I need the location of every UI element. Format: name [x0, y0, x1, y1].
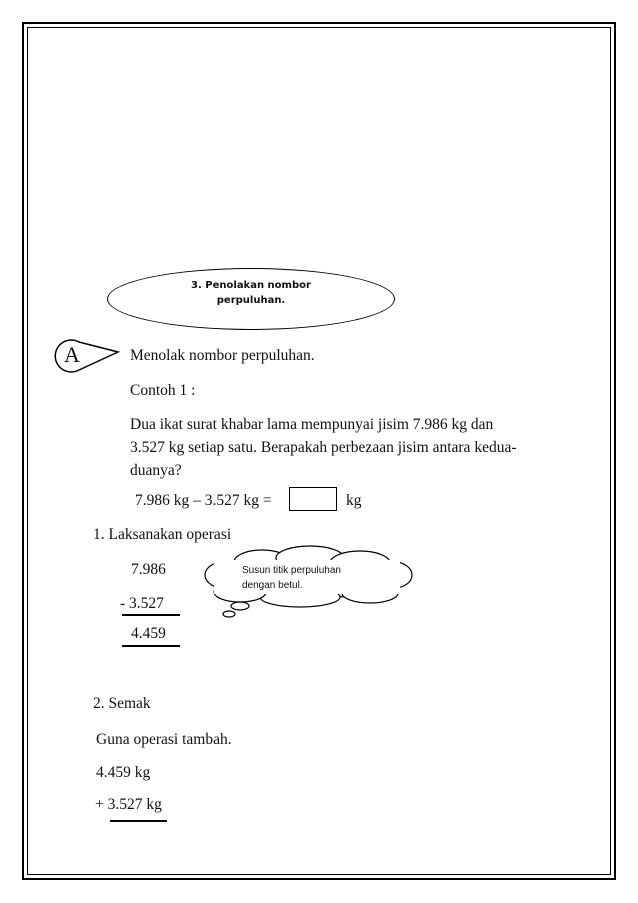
step2-label: 2. Semak: [93, 695, 151, 712]
step1-rule-top: [122, 614, 180, 616]
answer-box[interactable]: [289, 487, 337, 511]
cloud-note: [242, 563, 341, 593]
step1-result: 4.459: [131, 625, 166, 642]
example-label: Contoh 1 :: [130, 382, 196, 399]
problem-line-1: Dua ikat surat khabar lama mempunyai jisim 7.986 kg dan: [130, 416, 494, 433]
equation-unit: kg: [346, 492, 362, 509]
thought-cloud-trail: [223, 602, 249, 617]
step2-instruction: Guna operasi tambah.: [96, 731, 232, 748]
problem-line-2: 3.527 kg setiap satu. Berapakah perbezaan jisim antara kedua-: [130, 439, 517, 456]
callout-letter: A: [64, 342, 80, 367]
step1-label: 1. Laksanakan operasi: [93, 526, 232, 543]
cloud-note-line2: dengan betul.: [242, 580, 303, 591]
step2-addend1: 4.459 kg: [96, 764, 151, 781]
section-heading: Menolak nombor perpuluhan.: [130, 347, 315, 364]
step2-addend2: + 3.527 kg: [95, 796, 162, 813]
section-title-line1: 3. Penolakan nombor: [191, 280, 311, 291]
step1-subtrahend: - 3.527: [120, 595, 164, 612]
problem-line-3: duanya?: [130, 462, 182, 479]
cloud-note-line1: Susun titik perpuluhan: [242, 565, 341, 576]
section-title-line2: perpuluhan.: [216, 295, 286, 306]
step2-rule: [110, 820, 167, 822]
equation: 7.986 kg – 3.527 kg =: [135, 492, 272, 509]
step1-minuend: 7.986: [131, 561, 166, 578]
step1-rule-bottom: [122, 645, 180, 647]
